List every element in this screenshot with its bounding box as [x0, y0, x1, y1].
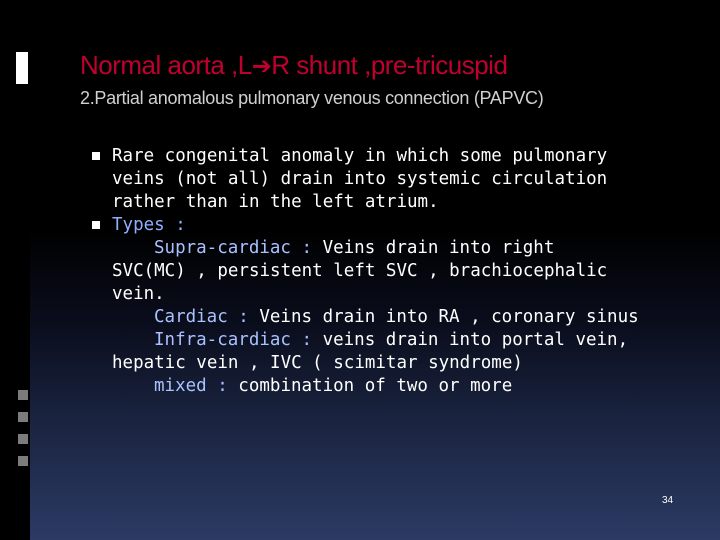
type-desc: veins drain into portal vein,: [322, 330, 629, 350]
type-desc: Veins drain into RA , coronary sinus: [259, 307, 639, 327]
bullet-line: Rare congenital anomaly in which some pulmonary: [112, 146, 608, 166]
type-term: mixed :: [154, 376, 239, 396]
type-term: Infra-cardiac :: [154, 330, 323, 350]
decorative-square: [18, 390, 28, 400]
bullet-square-icon: [92, 221, 100, 229]
type-mixed: [92, 375, 702, 398]
type-infra-cardiac: [92, 329, 702, 375]
type-line: [112, 306, 702, 329]
type-desc: Veins drain into right: [322, 238, 555, 258]
types-label: Types :: [112, 215, 186, 235]
type-desc: combination of two or more: [238, 376, 513, 396]
decorative-square: [18, 434, 28, 444]
type-term: Cardiac :: [154, 307, 260, 327]
bullet-line: veins (not all) drain into systemic circulation: [112, 169, 608, 189]
type-line: [112, 329, 702, 352]
type-term: Supra-cardiac :: [154, 238, 323, 258]
bullet-item-types: [92, 214, 702, 237]
decorative-square: [18, 412, 28, 422]
slide-body: [92, 145, 702, 398]
slide-subtitle: 2.Partial anomalous pulmonary venous connection (PAPVC): [80, 88, 544, 108]
type-line: SVC(MC) , persistent left SVC , brachiocephalic: [112, 261, 608, 281]
type-line: hepatic vein , IVC ( scimitar syndrome): [112, 353, 523, 373]
arrow-right-icon: ➔: [251, 52, 272, 80]
type-line: [112, 375, 702, 398]
slide-title: [80, 50, 700, 81]
bullet-square-icon: [92, 152, 100, 160]
type-supra-cardiac: [92, 237, 702, 306]
decorative-square: [18, 456, 28, 466]
type-line: vein.: [112, 284, 165, 304]
bullet-line: rather than in the left atrium.: [112, 192, 439, 212]
page-number: 34: [662, 495, 674, 506]
type-cardiac: [92, 306, 702, 329]
decorative-bar: [16, 52, 28, 84]
type-line: [112, 237, 702, 260]
bullet-item: [92, 145, 702, 214]
title-text-right: R shunt ,pre-tricuspid: [271, 50, 508, 80]
title-text-left: Normal aorta ,L: [80, 50, 252, 80]
